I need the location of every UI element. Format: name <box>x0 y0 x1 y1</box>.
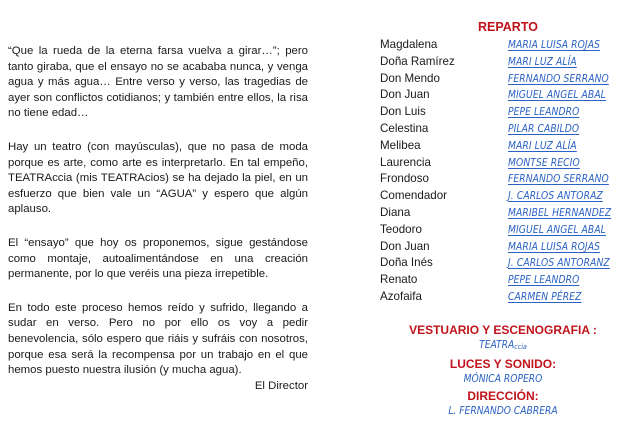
direccion-name: L. FERNANDO CABRERA <box>448 406 558 417</box>
cast-role: Teodoro <box>380 222 422 236</box>
cast-row <box>380 222 611 239</box>
cast-actor: J. CARLOS ANTORANZ <box>508 258 610 270</box>
cast-role: Magdalena <box>380 38 438 51</box>
cast-role: Melibea <box>380 138 421 152</box>
cast-role: Don Luis <box>380 105 426 119</box>
cast-role: Don Juan <box>380 239 430 253</box>
reparto-heading: REPARTO <box>478 20 538 34</box>
note-paragraph-1: “Que la rueda de la eterna farsa vuelva a girar…”; pero tanto giraba, que el ensayo no se acababa nunca, y venga agua y más agua… Entre verso y verso, las tragedias de ayer son conflictos cotidianos; y también entre ellos, la risa no tiene edad… <box>8 45 308 120</box>
direccion-heading: DIRECCIÓN: <box>467 389 539 403</box>
cast-actor: PILAR CABILDO <box>508 123 580 135</box>
vestuario-name-main: TEATRA <box>479 340 515 351</box>
cast-actor: PEPE LEANDRO <box>508 107 580 119</box>
cast-row <box>380 289 611 306</box>
cast-row <box>380 87 611 104</box>
vestuario-heading: VESTUARIO Y ESCENOGRAFIA : <box>409 323 597 337</box>
cast-actor: MARI LUZ ALÍA <box>508 140 577 152</box>
cast-actor: MARIBEL HERNANDEZ <box>508 207 612 219</box>
cast-row <box>380 138 611 155</box>
cast-row <box>380 205 611 222</box>
cast-row <box>380 71 611 88</box>
cast-row <box>380 171 611 188</box>
cast-role: Laurencia <box>380 155 431 169</box>
director-signature: El Director <box>254 379 308 392</box>
cast-list <box>380 37 611 306</box>
cast-actor: J. CARLOS ANTORAZ <box>508 191 603 203</box>
cast-role: Don Mendo <box>380 71 440 85</box>
luces-heading: LUCES Y SONIDO: <box>449 357 557 371</box>
cast-row <box>380 54 611 71</box>
note-paragraph-3: El “ensayo” que hoy os proponemos, sigue gestándose como montaje, autoalimentándose en una creación permanente, por lo que veréis una pieza irrepetible. <box>8 236 308 281</box>
cast-actor: MIGUEL ANGEL ABAL <box>508 90 606 102</box>
cast-role: Diana <box>380 205 411 219</box>
cast-role: Celestina <box>380 121 429 135</box>
cast-role: Frondoso <box>380 172 429 186</box>
cast-row <box>380 188 611 205</box>
cast-actor: MONTSE RECIO <box>508 157 580 169</box>
cast-row <box>380 239 611 256</box>
cast-row <box>380 37 611 54</box>
cast-actor: PEPE LEANDRO <box>508 275 580 287</box>
cast-role: Renato <box>380 273 418 287</box>
cast-role: Comendador <box>380 189 448 203</box>
cast-role: Doña Inés <box>380 256 433 270</box>
cast-actor: MARIA LUISA ROJAS <box>508 40 601 51</box>
cast-role: Doña Ramírez <box>380 54 455 68</box>
vestuario-name-small: ccia <box>514 343 527 351</box>
cast-row <box>380 255 611 272</box>
cast-row <box>380 155 611 172</box>
cast-row <box>380 272 611 289</box>
credits-block <box>378 322 628 420</box>
cast-row <box>380 121 611 138</box>
cast-actor: FERNANDO SERRANO <box>508 174 609 186</box>
vestuario-name <box>378 338 628 355</box>
cast-actor: MARI LUZ ALÍA <box>508 56 577 68</box>
cast-role: Azofaifa <box>380 289 422 303</box>
cast-actor: FERNANDO SERRANO <box>508 73 609 85</box>
note-paragraph-4: En todo este proceso hemos reído y sufrido, llegando a sudar en verso. Pero no por ello os voy a pedir benevolencia, sólo espero que riáis y sufráis con nosotros, porque esa será la recompensa por un trabajo en el que hemos puesto nuestra ilusión (y mucha agua). <box>8 301 308 377</box>
luces-name: MÓNICA ROPERO <box>463 374 543 385</box>
cast-role: Don Juan <box>380 88 430 102</box>
cast-actor: MARIA LUISA ROJAS <box>508 241 601 253</box>
cast-actor: CARMEN PÉREZ <box>508 291 582 303</box>
cast-row <box>380 104 611 121</box>
director-note <box>8 44 308 394</box>
note-paragraph-2: Hay un teatro (con mayúsculas), que no pasa de moda porque es arte, como arte es interpretarlo. En tal empeño, TEATRAccia (mis TEATRAcios) se ha dejado la piel, en un esfuerzo que bien vale un “AGUA” y espero que algún aplauso. <box>8 140 308 216</box>
cast-actor: MIGUEL ANGEL ABAL <box>508 224 606 236</box>
